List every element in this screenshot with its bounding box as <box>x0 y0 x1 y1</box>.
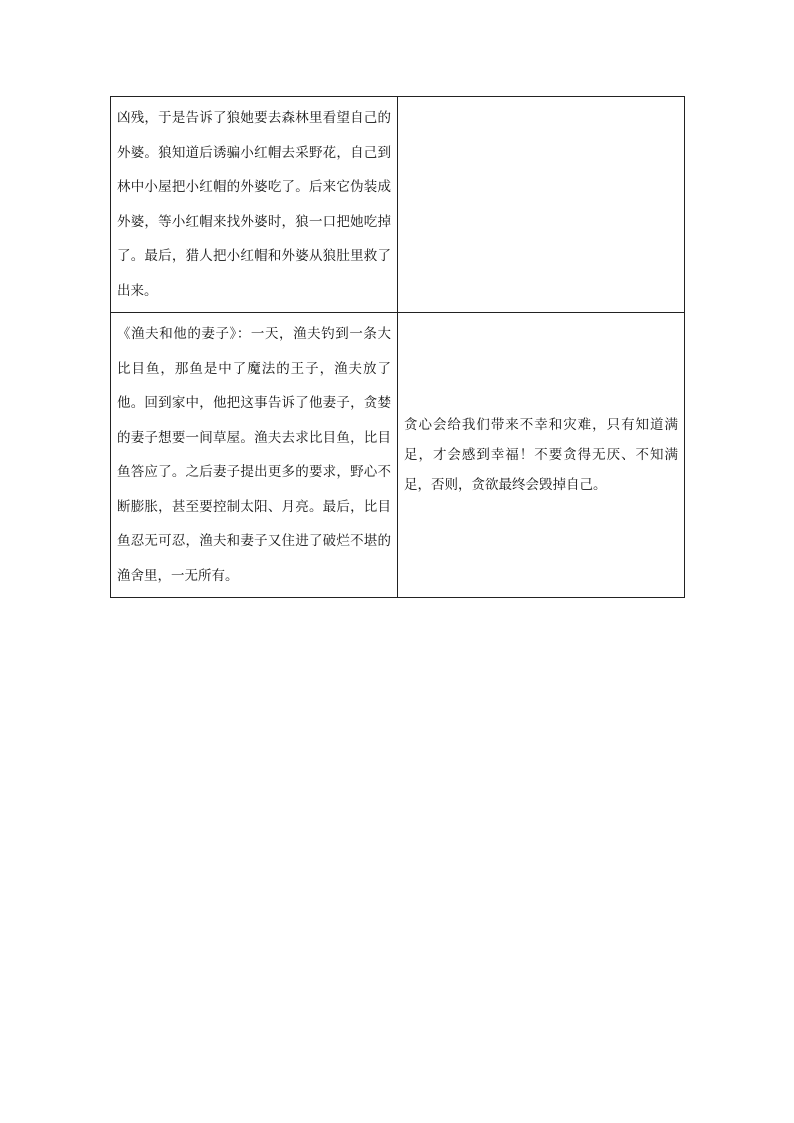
story-text: 凶残，于是告诉了狼她要去森林里看望自己的外婆。狼知道后诱骗小红帽去采野花，自己到林中小屋把小红帽的外婆吃了。后来它伪装成外婆，等小红帽来找外婆时，狼一口把她吃掉了。最后，猎人把小红帽和外婆从狼肚里救了出来。 <box>117 110 391 299</box>
story-text: 《渔夫和他的妻子》：一天，渔夫钓到一条大比目鱼，那鱼是中了魔法的王子，渔夫放了他。回到家中，他把这事告诉了他妻子，贪婪的妻子想要一间草屋。渔夫去求比目鱼，比目鱼答应了。之后妻子提出更多的要求，野心不断膨胀，甚至要控制太阳、月亮。最后，比目鱼忍无可忍，渔夫和妻子又住进了破烂不堪的渔舍里，一无所有。 <box>117 326 391 584</box>
lesson-cell <box>398 97 685 313</box>
story-lesson-table <box>110 96 685 598</box>
table-row <box>111 97 685 313</box>
story-cell <box>111 313 398 598</box>
lesson-text: 贪心会给我们带来不幸和灾难，只有知道满足，才会感到幸福！不要贪得无厌、不知满足，否则，贪欲最终会毁掉自己。 <box>404 417 678 493</box>
table-row <box>111 313 685 598</box>
lesson-cell <box>398 313 685 598</box>
story-cell <box>111 97 398 313</box>
